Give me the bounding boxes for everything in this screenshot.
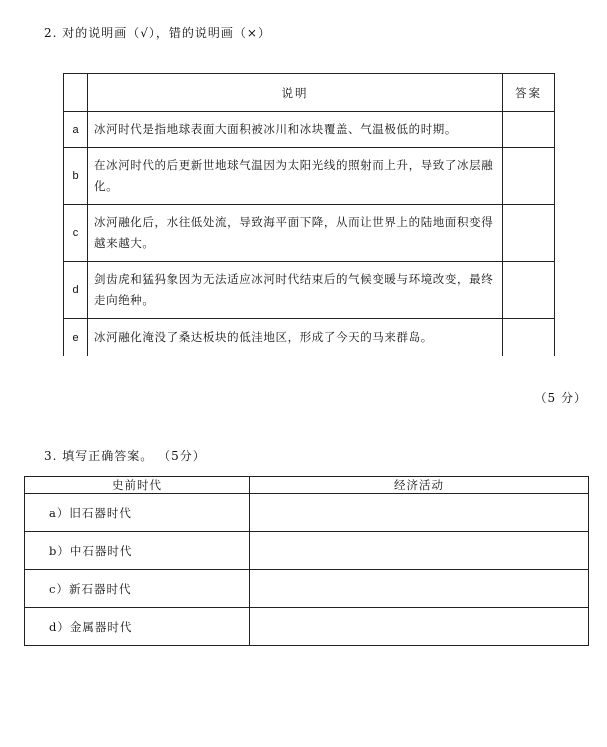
table-header-row xyxy=(25,477,589,494)
table-row xyxy=(64,205,555,262)
row-letter: e xyxy=(64,319,88,357)
activity-answer-cell[interactable] xyxy=(250,570,589,608)
question-3-title: 3. 填写正确答案。 （5分） xyxy=(44,449,206,463)
fill-in-table xyxy=(24,476,589,646)
row-letter: a xyxy=(64,112,88,148)
row-letter: b xyxy=(64,148,88,205)
letter-header xyxy=(64,74,88,112)
table-row xyxy=(64,319,555,357)
row-letter: d xyxy=(64,262,88,319)
table-row xyxy=(64,112,555,148)
activity-answer-cell[interactable] xyxy=(250,494,589,532)
table-header-row xyxy=(64,74,555,112)
era-label: a）旧石器时代 xyxy=(25,494,250,532)
era-label: d）金属器时代 xyxy=(25,608,250,646)
statement-text: 在冰河时代的后更新世地球气温因为太阳光线的照射而上升，导致了冰层融化。 xyxy=(88,148,503,205)
statement-text: 冰河融化淹没了桑达板块的低洼地区，形成了今天的马来群岛。 xyxy=(88,319,503,357)
era-label: b）中石器时代 xyxy=(25,532,250,570)
question-2-score: （5 分） xyxy=(534,391,587,405)
table-row xyxy=(25,532,589,570)
statement-text: 冰河时代是指地球表面大面积被冰川和冰块覆盖、气温极低的时期。 xyxy=(88,112,503,148)
table-row xyxy=(64,262,555,319)
era-label: c）新石器时代 xyxy=(25,570,250,608)
era-header: 史前时代 xyxy=(25,477,250,494)
answer-header: 答案 xyxy=(503,74,555,112)
table-row xyxy=(64,148,555,205)
answer-cell[interactable] xyxy=(503,319,555,357)
true-false-table xyxy=(63,73,555,356)
statement-text: 剑齿虎和猛犸象因为无法适应冰河时代结束后的气候变暖与环境改变，最终走向绝种。 xyxy=(88,262,503,319)
question-2-title: 2. 对的说明画（√），错的说明画（×） xyxy=(44,26,271,40)
answer-cell[interactable] xyxy=(503,262,555,319)
answer-cell[interactable] xyxy=(503,205,555,262)
statement-text: 冰河融化后，水往低处流，导致海平面下降，从而让世界上的陆地面积变得越来越大。 xyxy=(88,205,503,262)
table-row xyxy=(25,608,589,646)
table-row xyxy=(25,494,589,532)
answer-cell[interactable] xyxy=(503,148,555,205)
row-letter: c xyxy=(64,205,88,262)
answer-cell[interactable] xyxy=(503,112,555,148)
table-row xyxy=(25,570,589,608)
description-header: 说明 xyxy=(88,74,503,112)
activity-answer-cell[interactable] xyxy=(250,532,589,570)
activity-answer-cell[interactable] xyxy=(250,608,589,646)
activity-header: 经济活动 xyxy=(250,477,589,494)
